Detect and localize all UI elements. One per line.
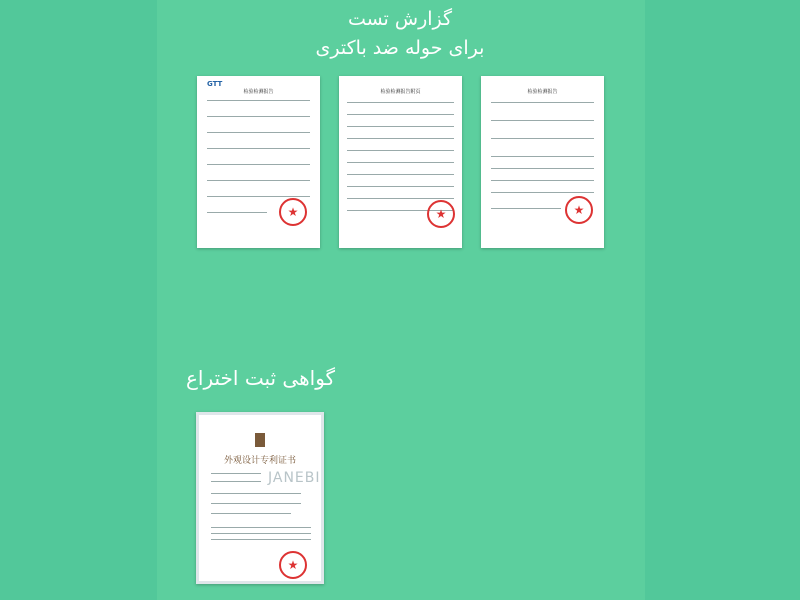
gtt-logo: GTT <box>207 80 223 88</box>
red-seal-icon: ★ <box>279 198 307 226</box>
patent-emblem-icon <box>255 433 265 447</box>
test-report-subheading: برای حوله ضد باکتری <box>315 37 485 59</box>
document-title: 检验检测报告 <box>243 89 274 95</box>
test-report-heading: گزارش تست <box>347 8 453 30</box>
patent-certificate-document[interactable] <box>196 412 324 584</box>
red-seal-icon: ★ <box>427 200 455 228</box>
test-report-document-2[interactable] <box>339 76 462 248</box>
document-title: 检验检测报告 <box>527 89 558 95</box>
red-seal-icon: ★ <box>565 196 593 224</box>
test-report-document-3[interactable] <box>481 76 604 248</box>
document-title: 检验检测报告附页 <box>380 89 421 95</box>
red-seal-icon: ★ <box>279 551 307 579</box>
test-report-document-1[interactable] <box>197 76 320 248</box>
watermark-logo: JANEBI <box>268 470 321 486</box>
certificate-title: 外观设计专利证书 <box>223 456 296 466</box>
patent-heading: گواهی ثبت اختراع <box>186 366 336 390</box>
